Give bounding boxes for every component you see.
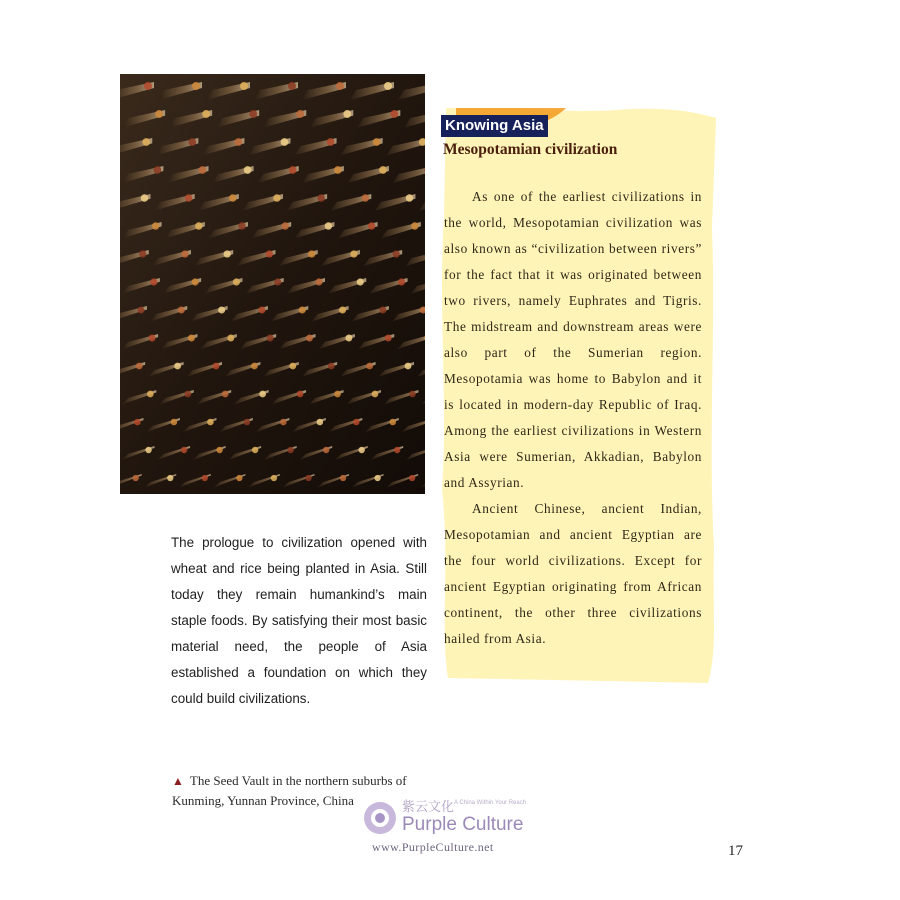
seed-sample — [409, 391, 416, 398]
seed-sample — [249, 110, 257, 118]
seed-sample — [350, 250, 357, 257]
seed-sample — [323, 447, 329, 453]
seed-sample — [406, 194, 414, 202]
seed-sample — [353, 419, 360, 426]
seed-sample — [273, 194, 281, 202]
seed-sample — [236, 475, 242, 481]
seed-sample — [154, 166, 162, 174]
watermark-tagline: A China Within Your Reach — [454, 800, 527, 806]
seed-sample — [188, 335, 195, 342]
seed-sample — [334, 166, 342, 174]
watermark — [362, 796, 562, 856]
seed-sample — [362, 194, 370, 202]
purple-culture-logo-icon — [362, 800, 398, 836]
seed-sample — [136, 363, 143, 370]
seed-sample — [199, 166, 207, 174]
seed-sample — [289, 363, 296, 370]
seed-sample — [184, 391, 191, 398]
seed-sample — [181, 447, 187, 453]
seed-sample — [306, 335, 313, 342]
seed-sample — [308, 250, 315, 257]
section-label: Knowing Asia — [441, 115, 548, 137]
seed-sample — [152, 222, 159, 229]
seed-sample — [145, 447, 151, 453]
seed-sample — [229, 194, 237, 202]
seed-sample — [259, 391, 266, 398]
seed-sample — [266, 250, 273, 257]
seed-sample — [133, 475, 139, 481]
body-paragraph: Ancient Chinese, ancient Indian, Mesopotamian and ancient Egyptian are the four world civilizations. Except for ancient Egyptian originating from African continent, the other three civilizations hailed from Asia. — [444, 501, 702, 646]
seed-sample — [368, 222, 375, 229]
seed-sample — [227, 335, 234, 342]
seed-sample — [305, 475, 311, 481]
seed-sample — [325, 222, 332, 229]
seed-sample — [328, 363, 335, 370]
seed-sample — [202, 110, 210, 118]
seed-sample — [297, 391, 304, 398]
seed-sample — [139, 250, 146, 257]
seed-sample — [213, 363, 220, 370]
seed-sample — [288, 82, 296, 90]
seed-sample — [409, 475, 415, 481]
seed-sample — [390, 419, 397, 426]
seed-sample — [188, 138, 196, 146]
seed-sample — [282, 222, 289, 229]
seed-sample — [394, 447, 400, 453]
seed-sample — [379, 166, 387, 174]
seed-sample — [398, 278, 405, 285]
seed-sample — [238, 222, 245, 229]
seed-sample — [357, 278, 364, 285]
seed-sample — [287, 447, 293, 453]
seed-sample — [258, 306, 265, 313]
seed-vault-image — [120, 74, 425, 494]
seed-sample — [374, 475, 380, 481]
seed-sample — [202, 475, 208, 481]
seed-sample — [317, 419, 324, 426]
seed-sample — [192, 82, 200, 90]
section-subheading: Mesopotamian civilization — [443, 141, 618, 158]
seed-sample — [233, 278, 240, 285]
seed-sample — [134, 419, 141, 426]
seed-vault-photo — [120, 74, 425, 494]
seed-sample — [178, 306, 185, 313]
seed-sample — [281, 138, 289, 146]
watermark-name: Purple Culture — [402, 814, 524, 835]
seed-sample — [267, 335, 274, 342]
seed-sample — [174, 363, 181, 370]
seed-sample — [390, 110, 398, 118]
seed-sample — [150, 278, 157, 285]
seed-sample — [271, 475, 277, 481]
seed-sample — [336, 82, 344, 90]
seed-sample — [366, 363, 373, 370]
seed-sample — [340, 475, 346, 481]
seed-sample — [142, 138, 150, 146]
seed-sample — [345, 335, 352, 342]
body-paragraph: As one of the earliest civilizations in the world, Mesopotamian civilization was also known as “civilization between rivers” for the fact that it was originated between two rivers, namely Euphrates and Tigris. The midstream and downstream areas were also part of the Sumerian region. Mesopotamia was home to Babylon and it is located in modern-day Republic of Iraq. Among the earliest civilizations in Western Asia were Sumerian, Akkadian, Babylon and Assyrian. — [444, 189, 702, 490]
watermark-url: www.PurpleCulture.net — [372, 840, 494, 854]
seed-sample — [411, 222, 418, 229]
seed-sample — [393, 250, 400, 257]
page-number: 17 — [728, 843, 743, 859]
seed-sample — [155, 110, 163, 118]
seed-sample — [372, 391, 379, 398]
watermark-chinese: 紫云文化 — [402, 800, 455, 815]
seed-sample — [144, 82, 152, 90]
seed-sample — [251, 363, 258, 370]
seed-sample — [296, 110, 304, 118]
seed-sample — [373, 138, 381, 146]
seed-sample — [405, 363, 412, 370]
seed-sample — [274, 278, 281, 285]
seed-sample — [343, 110, 351, 118]
caption-lead-text: The prologue to civilization opened with wheat and rice being planted in Asia. Still today they remain humankind’s main staple foods. By satisfying their most basic material need, the people of Asia established a foundation on which they could build civilizations. — [171, 535, 427, 706]
seed-sample — [224, 250, 231, 257]
seed-sample — [181, 250, 188, 257]
seed-sample — [147, 391, 154, 398]
seed-sample — [141, 194, 149, 202]
photo-caption-text: The Seed Vault in the northern suburbs of Kunming, Yunnan Province, China — [172, 773, 407, 808]
seed-sample — [384, 82, 392, 90]
seed-sample — [252, 447, 258, 453]
seed-sample — [216, 447, 222, 453]
seed-sample — [171, 419, 178, 426]
seed-sample — [339, 306, 346, 313]
seed-sample — [207, 419, 214, 426]
seed-sample — [192, 278, 199, 285]
seed-sample — [167, 475, 173, 481]
caption-marker-icon: ▲ — [172, 774, 184, 788]
seed-sample — [244, 166, 252, 174]
body-text — [444, 184, 702, 652]
seed-sample — [317, 194, 325, 202]
seed-sample — [185, 194, 193, 202]
seed-sample — [358, 447, 364, 453]
seed-sample — [244, 419, 251, 426]
seed-sample — [385, 335, 392, 342]
seed-sample — [137, 306, 144, 313]
seed-sample — [315, 278, 322, 285]
seed-sample — [195, 222, 202, 229]
seed-sample — [327, 138, 335, 146]
seed-sample — [240, 82, 248, 90]
seed-sample — [289, 166, 297, 174]
seed-sample — [218, 306, 225, 313]
seed-sample — [235, 138, 243, 146]
seed-sample — [379, 306, 386, 313]
seed-sample — [299, 306, 306, 313]
seed-sample — [334, 391, 341, 398]
seed-sample — [222, 391, 229, 398]
seed-sample — [280, 419, 287, 426]
seed-sample — [149, 335, 156, 342]
